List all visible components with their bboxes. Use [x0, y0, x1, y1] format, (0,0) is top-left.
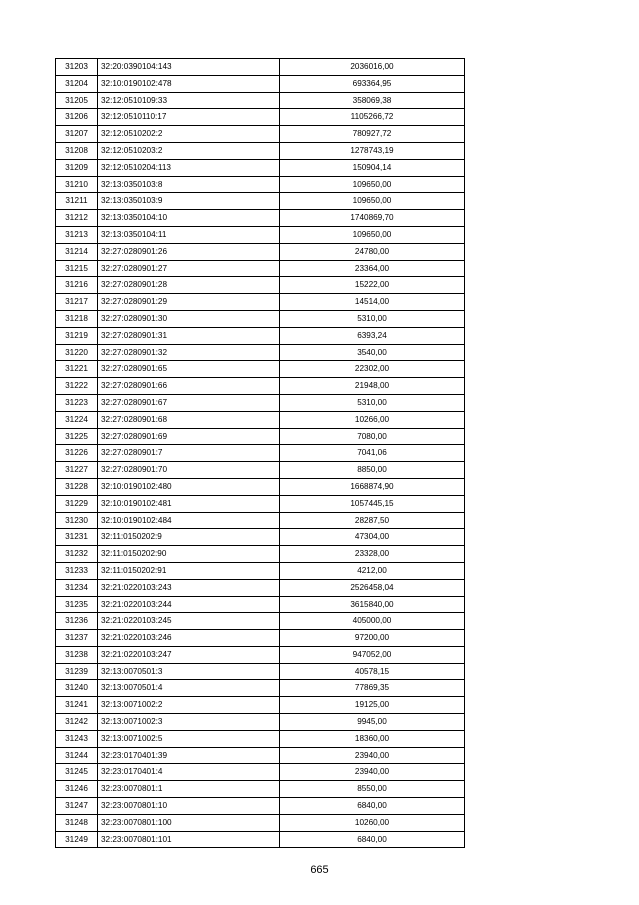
table-row	[56, 243, 465, 260]
row-index-cell: 31248	[56, 814, 98, 831]
table-row	[56, 831, 465, 848]
value-cell: 24780,00	[280, 243, 465, 260]
value-cell: 8850,00	[280, 462, 465, 479]
cadastral-number-cell: 32:12:0510202:2	[98, 126, 280, 143]
value-cell: 693364,95	[280, 75, 465, 92]
value-cell: 77869,35	[280, 680, 465, 697]
row-index-cell: 31235	[56, 596, 98, 613]
row-index-cell: 31203	[56, 59, 98, 76]
cadastral-number-cell: 32:27:0280901:69	[98, 428, 280, 445]
row-index-cell: 31226	[56, 445, 98, 462]
table-row	[56, 310, 465, 327]
table-row	[56, 512, 465, 529]
value-cell: 109650,00	[280, 193, 465, 210]
value-cell: 23364,00	[280, 260, 465, 277]
table-row	[56, 562, 465, 579]
row-index-cell: 31222	[56, 378, 98, 395]
row-index-cell: 31224	[56, 411, 98, 428]
value-cell: 7080,00	[280, 428, 465, 445]
table-row	[56, 142, 465, 159]
table-row	[56, 445, 465, 462]
value-cell: 3540,00	[280, 344, 465, 361]
value-cell: 28287,50	[280, 512, 465, 529]
value-cell: 15222,00	[280, 277, 465, 294]
cadastral-number-cell: 32:11:0150202:9	[98, 529, 280, 546]
row-index-cell: 31220	[56, 344, 98, 361]
value-cell: 1057445,15	[280, 495, 465, 512]
row-index-cell: 31243	[56, 730, 98, 747]
cadastral-value-table	[55, 58, 465, 848]
cadastral-number-cell: 32:13:0071002:5	[98, 730, 280, 747]
cadastral-number-cell: 32:11:0150202:91	[98, 562, 280, 579]
table-row	[56, 344, 465, 361]
cadastral-number-cell: 32:23:0170401:39	[98, 747, 280, 764]
value-cell: 23940,00	[280, 747, 465, 764]
cadastral-number-cell: 32:27:0280901:65	[98, 361, 280, 378]
row-index-cell: 31236	[56, 613, 98, 630]
table-row	[56, 798, 465, 815]
row-index-cell: 31227	[56, 462, 98, 479]
row-index-cell: 31244	[56, 747, 98, 764]
row-index-cell: 31229	[56, 495, 98, 512]
table-row	[56, 613, 465, 630]
row-index-cell: 31234	[56, 579, 98, 596]
value-cell: 23940,00	[280, 764, 465, 781]
value-cell: 4212,00	[280, 562, 465, 579]
table-row	[56, 176, 465, 193]
row-index-cell: 31240	[56, 680, 98, 697]
value-cell: 405000,00	[280, 613, 465, 630]
cadastral-number-cell: 32:13:0350104:10	[98, 210, 280, 227]
cadastral-number-cell: 32:23:0070801:101	[98, 831, 280, 848]
table-row	[56, 378, 465, 395]
value-cell: 1740869,70	[280, 210, 465, 227]
value-cell: 1105266,72	[280, 109, 465, 126]
table-row	[56, 747, 465, 764]
table-row	[56, 730, 465, 747]
cadastral-number-cell: 32:21:0220103:246	[98, 630, 280, 647]
row-index-cell: 31209	[56, 159, 98, 176]
value-cell: 19125,00	[280, 697, 465, 714]
value-cell: 780927,72	[280, 126, 465, 143]
table-row	[56, 126, 465, 143]
value-cell: 1668874,90	[280, 478, 465, 495]
value-cell: 40578,15	[280, 663, 465, 680]
row-index-cell: 31205	[56, 92, 98, 109]
row-index-cell: 31241	[56, 697, 98, 714]
cadastral-number-cell: 32:27:0280901:26	[98, 243, 280, 260]
value-cell: 10260,00	[280, 814, 465, 831]
table-row	[56, 109, 465, 126]
value-cell: 9945,00	[280, 714, 465, 731]
cadastral-number-cell: 32:27:0280901:28	[98, 277, 280, 294]
value-cell: 5310,00	[280, 310, 465, 327]
table-row	[56, 193, 465, 210]
row-index-cell: 31217	[56, 294, 98, 311]
row-index-cell: 31219	[56, 327, 98, 344]
row-index-cell: 31216	[56, 277, 98, 294]
row-index-cell: 31246	[56, 781, 98, 798]
table-row	[56, 394, 465, 411]
cadastral-number-cell: 32:13:0350104:11	[98, 226, 280, 243]
value-cell: 358069,38	[280, 92, 465, 109]
value-cell: 109650,00	[280, 226, 465, 243]
table-row	[56, 764, 465, 781]
row-index-cell: 31214	[56, 243, 98, 260]
row-index-cell: 31228	[56, 478, 98, 495]
value-cell: 23328,00	[280, 546, 465, 563]
cadastral-number-cell: 32:27:0280901:29	[98, 294, 280, 311]
cadastral-number-cell: 32:10:0190102:481	[98, 495, 280, 512]
row-index-cell: 31225	[56, 428, 98, 445]
cadastral-number-cell: 32:23:0070801:10	[98, 798, 280, 815]
row-index-cell: 31249	[56, 831, 98, 848]
table-row	[56, 596, 465, 613]
cadastral-number-cell: 32:27:0280901:30	[98, 310, 280, 327]
value-cell: 47304,00	[280, 529, 465, 546]
cadastral-number-cell: 32:27:0280901:27	[98, 260, 280, 277]
row-index-cell: 31238	[56, 646, 98, 663]
table-row	[56, 226, 465, 243]
table-row	[56, 579, 465, 596]
cadastral-number-cell: 32:27:0280901:68	[98, 411, 280, 428]
cadastral-number-cell: 32:12:0510110:17	[98, 109, 280, 126]
value-cell: 2526458,04	[280, 579, 465, 596]
cadastral-number-cell: 32:23:0170401:4	[98, 764, 280, 781]
row-index-cell: 31206	[56, 109, 98, 126]
cadastral-number-cell: 32:13:0350103:9	[98, 193, 280, 210]
table-row	[56, 478, 465, 495]
table-row	[56, 630, 465, 647]
row-index-cell: 31215	[56, 260, 98, 277]
table-row	[56, 327, 465, 344]
cadastral-number-cell: 32:20:0390104:143	[98, 59, 280, 76]
row-index-cell: 31218	[56, 310, 98, 327]
cadastral-number-cell: 32:21:0220103:244	[98, 596, 280, 613]
value-cell: 8550,00	[280, 781, 465, 798]
cadastral-number-cell: 32:21:0220103:243	[98, 579, 280, 596]
row-index-cell: 31204	[56, 75, 98, 92]
cadastral-number-cell: 32:12:0510204:113	[98, 159, 280, 176]
cadastral-number-cell: 32:12:0510109:33	[98, 92, 280, 109]
table-body	[56, 59, 465, 848]
value-cell: 1278743,19	[280, 142, 465, 159]
cadastral-number-cell: 32:13:0071002:2	[98, 697, 280, 714]
row-index-cell: 31212	[56, 210, 98, 227]
table-row	[56, 646, 465, 663]
table-row	[56, 59, 465, 76]
table-row	[56, 546, 465, 563]
value-cell: 6840,00	[280, 798, 465, 815]
row-index-cell: 31245	[56, 764, 98, 781]
table-row	[56, 663, 465, 680]
row-index-cell: 31223	[56, 394, 98, 411]
cadastral-number-cell: 32:27:0280901:70	[98, 462, 280, 479]
row-index-cell: 31239	[56, 663, 98, 680]
table-row	[56, 814, 465, 831]
cadastral-number-cell: 32:27:0280901:66	[98, 378, 280, 395]
cadastral-number-cell: 32:13:0350103:8	[98, 176, 280, 193]
cadastral-number-cell: 32:27:0280901:31	[98, 327, 280, 344]
value-cell: 14514,00	[280, 294, 465, 311]
value-cell: 18360,00	[280, 730, 465, 747]
row-index-cell: 31221	[56, 361, 98, 378]
cadastral-number-cell: 32:13:0070501:4	[98, 680, 280, 697]
row-index-cell: 31242	[56, 714, 98, 731]
value-cell: 22302,00	[280, 361, 465, 378]
page-number: 665	[310, 864, 329, 876]
row-index-cell: 31211	[56, 193, 98, 210]
cadastral-number-cell: 32:10:0190102:484	[98, 512, 280, 529]
table-row	[56, 75, 465, 92]
cadastral-number-cell: 32:23:0070801:1	[98, 781, 280, 798]
cadastral-number-cell: 32:27:0280901:67	[98, 394, 280, 411]
row-index-cell: 31247	[56, 798, 98, 815]
table-row	[56, 277, 465, 294]
table-row	[56, 781, 465, 798]
cadastral-number-cell: 32:23:0070801:100	[98, 814, 280, 831]
row-index-cell: 31207	[56, 126, 98, 143]
cadastral-number-cell: 32:11:0150202:90	[98, 546, 280, 563]
table-row	[56, 714, 465, 731]
row-index-cell: 31230	[56, 512, 98, 529]
row-index-cell: 31208	[56, 142, 98, 159]
value-cell: 21948,00	[280, 378, 465, 395]
value-cell: 2036016,00	[280, 59, 465, 76]
table-row	[56, 210, 465, 227]
value-cell: 6393,24	[280, 327, 465, 344]
cadastral-number-cell: 32:21:0220103:245	[98, 613, 280, 630]
cadastral-number-cell: 32:13:0071002:3	[98, 714, 280, 731]
cadastral-number-cell: 32:27:0280901:7	[98, 445, 280, 462]
value-cell: 10266,00	[280, 411, 465, 428]
table-row	[56, 529, 465, 546]
table-row	[56, 428, 465, 445]
value-cell: 109650,00	[280, 176, 465, 193]
cadastral-number-cell: 32:27:0280901:32	[98, 344, 280, 361]
value-cell: 6840,00	[280, 831, 465, 848]
cadastral-number-cell: 32:21:0220103:247	[98, 646, 280, 663]
table-row	[56, 680, 465, 697]
row-index-cell: 31210	[56, 176, 98, 193]
table-row	[56, 294, 465, 311]
value-cell: 947052,00	[280, 646, 465, 663]
cadastral-number-cell: 32:10:0190102:480	[98, 478, 280, 495]
row-index-cell: 31213	[56, 226, 98, 243]
value-cell: 3615840,00	[280, 596, 465, 613]
cadastral-number-cell: 32:13:0070501:3	[98, 663, 280, 680]
table-row	[56, 92, 465, 109]
cadastral-number-cell: 32:12:0510203:2	[98, 142, 280, 159]
table-row	[56, 361, 465, 378]
value-cell: 97200,00	[280, 630, 465, 647]
table-row	[56, 697, 465, 714]
value-cell: 7041,06	[280, 445, 465, 462]
row-index-cell: 31232	[56, 546, 98, 563]
value-cell: 150904,14	[280, 159, 465, 176]
cadastral-number-cell: 32:10:0190102:478	[98, 75, 280, 92]
table-row	[56, 462, 465, 479]
table-row	[56, 495, 465, 512]
value-cell: 5310,00	[280, 394, 465, 411]
table-row	[56, 159, 465, 176]
row-index-cell: 31231	[56, 529, 98, 546]
table-row	[56, 411, 465, 428]
row-index-cell: 31233	[56, 562, 98, 579]
row-index-cell: 31237	[56, 630, 98, 647]
table-row	[56, 260, 465, 277]
